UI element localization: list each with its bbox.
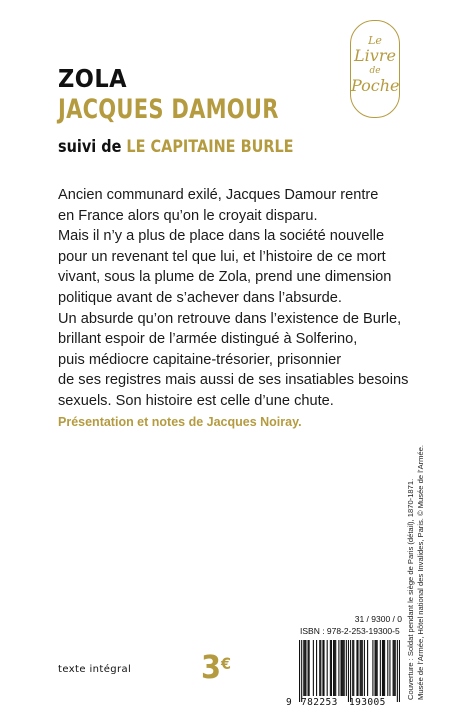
author-name: ZOLA xyxy=(58,64,128,93)
cover-credits xyxy=(406,440,426,700)
subtitle-prefix: suivi de xyxy=(58,137,122,157)
blurb-line: puis médiocre capitaine-trésorier, prisonnier xyxy=(58,351,342,368)
barcode-bar xyxy=(304,640,305,696)
barcode-bar xyxy=(308,640,309,696)
barcode-bar xyxy=(360,640,361,696)
barcode-bar xyxy=(393,640,394,696)
presentation-credit: Présentation et notes de Jacques Noiray. xyxy=(58,415,302,429)
barcode-bar xyxy=(313,640,314,696)
barcode-bar xyxy=(319,640,320,696)
barcode-bar xyxy=(305,640,306,696)
blurb-line: vivant, sous la plume de Zola, prend une dimension xyxy=(58,269,392,286)
barcode-bar xyxy=(316,640,317,696)
barcode-bar xyxy=(397,640,398,702)
barcode-bar xyxy=(353,640,354,696)
blurb-line: Mais il n’y a plus de place dans la société nouvelle xyxy=(58,228,385,245)
catalog-codes xyxy=(300,613,450,637)
barcode-bar xyxy=(361,640,362,696)
book-subtitle xyxy=(58,137,294,157)
blurb-line: Un absurde qu’on retrouve dans l’existence de Burle, xyxy=(58,310,402,327)
barcode-bar xyxy=(323,640,324,696)
logo-line-4: Poche xyxy=(351,76,400,95)
cover-credit-line: Musée de l’Armée, Hôtel national des Invalides, Paris. © Musée de l’Armée. xyxy=(416,444,425,700)
isbn-number: ISBN : 978-2-253-19300-5 xyxy=(300,626,400,636)
blurb-line: de ses registres mais aussi de ses insatiables besoins xyxy=(58,372,409,389)
barcode-bar xyxy=(338,640,339,696)
book-title: JACQUES DAMOUR xyxy=(58,94,279,125)
logo-line-3: de xyxy=(369,66,381,76)
barcode-bar xyxy=(348,640,349,702)
barcode-bar xyxy=(376,640,377,696)
barcode-bar xyxy=(322,640,323,696)
barcode-bar xyxy=(384,640,385,696)
barcode-first-digit: 9 xyxy=(286,697,292,708)
barcode-bar xyxy=(303,640,304,696)
logo-line-1: Le xyxy=(368,34,382,47)
barcode-bar xyxy=(387,640,388,696)
blurb-text xyxy=(58,185,418,412)
barcode-bar xyxy=(333,640,334,696)
reference-number: 31 / 9300 / 0 xyxy=(354,614,402,624)
barcode-bar xyxy=(383,640,384,696)
price xyxy=(201,648,231,686)
barcode-bar xyxy=(320,640,321,696)
edition-mention: texte intégral xyxy=(58,664,132,675)
price-currency: € xyxy=(221,654,232,673)
barcode-bar xyxy=(335,640,336,696)
blurb-line: sexuels. Son histoire est celle d’une chute. xyxy=(58,392,334,409)
barcode-bar xyxy=(364,640,365,696)
barcode-bar xyxy=(394,640,395,696)
barcode-bar xyxy=(352,640,353,696)
barcode-bar xyxy=(342,640,343,696)
barcode-bar xyxy=(309,640,310,696)
barcode-bar xyxy=(382,640,383,696)
barcode-bar xyxy=(389,640,390,696)
barcode-bar xyxy=(350,640,351,702)
barcode-bar xyxy=(372,640,373,696)
publisher-logo xyxy=(350,20,400,118)
barcode-right-group: 193005 xyxy=(349,697,386,708)
blurb-line: politique avant de s’achever dans l’absurde. xyxy=(58,289,342,306)
barcode-bar xyxy=(299,640,300,702)
barcode-bar xyxy=(346,640,347,696)
barcode-bar xyxy=(343,640,344,696)
barcode-bar xyxy=(367,640,368,696)
blurb-line: Ancien communard exilé, Jacques Damour rentre xyxy=(58,187,379,203)
price-amount: 3 xyxy=(201,648,222,686)
barcode-bar xyxy=(357,640,358,696)
barcode-bar xyxy=(344,640,345,696)
barcode-bar xyxy=(356,640,357,696)
barcode-bar xyxy=(331,640,332,696)
barcode-bar xyxy=(377,640,378,696)
barcode-bar xyxy=(334,640,335,696)
cover-credit-line: Couverture : Soldat pendant le siège de Paris (détail), 1870-1871. xyxy=(406,478,415,700)
blurb-line: en France alors qu’on le croyait disparu. xyxy=(58,207,318,224)
barcode-bar xyxy=(395,640,396,696)
barcode xyxy=(299,640,400,702)
blurb-line: pour un revenant tel que lui, et l’histoire de ce mort xyxy=(58,248,386,265)
barcode-bar xyxy=(374,640,375,696)
subtitle-title: LE CAPITAINE BURLE xyxy=(126,137,294,157)
barcode-bar xyxy=(399,640,400,702)
logo-line-2: Livre xyxy=(354,46,396,65)
barcode-bar xyxy=(380,640,381,696)
blurb-line: brillant espoir de l’armée distingué à Solferino, xyxy=(58,331,358,348)
barcode-left-group: 782253 xyxy=(301,697,338,708)
barcode-bar xyxy=(301,640,302,702)
barcode-bar xyxy=(330,640,331,696)
barcode-bar xyxy=(362,640,363,696)
barcode-bar xyxy=(340,640,341,696)
barcode-bar xyxy=(327,640,328,696)
barcode-graphic xyxy=(299,640,400,702)
